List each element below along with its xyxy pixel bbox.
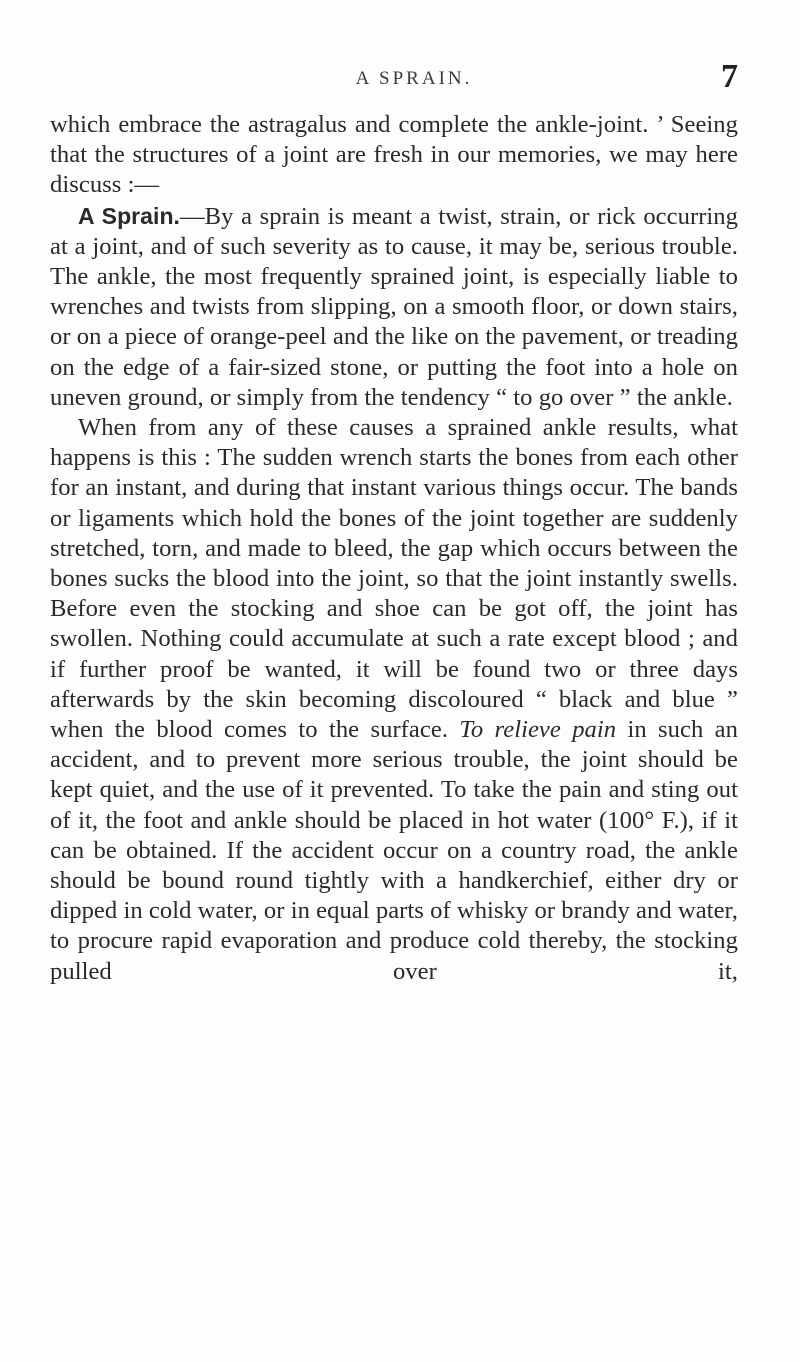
page-body: [50, 110, 738, 987]
page-header: [90, 58, 738, 102]
paragraph-sprain-effects-text: When from any of these causes a sprained ankle results, what happens is this : The sudden wrench starts the bones from each other for an instant, and during that instant various things occur. The bands or ligaments which hold the bones of the joint together are suddenly stretched, torn, and made to bleed, the gap which occurs between the bones sucks the blood into the joint, so that the joint instantly swells. Before even the stocking and shoe can be got off, the joint has swollen. Nothing could accumulate at such a rate except blood ; and if further proof be wanted, it will be found two or three days afterwards by the skin becoming discoloured “ black and blue ” when the blood comes to the surface.: [50, 414, 738, 744]
page-number: 7: [721, 58, 738, 95]
paragraph-sprain-definition-text: —By a sprain is meant a twist, strain, or rick occurring at a joint, and of such severity as to cause, it may be, serious trouble. The ankle, the most frequently sprained joint, is especially liable to wrenches and twists from slipping, on a smooth floor, or down stairs, or on a piece of orange-peel and the like on the pavement, or treading on the edge of a fair-sized stone, or putting the foot into a hole on uneven ground, or simply from the tendency “ to go over ” the ankle.: [50, 202, 739, 411]
italic-phrase-relieve-pain: To relieve pain: [459, 716, 617, 744]
paragraph-sprain-definition: [50, 201, 738, 413]
paragraph-intro: which embrace the astragalus and complete the ankle-joint. ’ Seeing that the structures of a joint are fresh in our memories, we may here discuss :—: [50, 111, 738, 199]
running-head: A SPRAIN.: [355, 68, 473, 89]
paragraph-sprain-treatment-text: in such an accident, and to prevent more serious trouble, the joint should be kept quiet, and the use of it prevented. To take the pain and sting out of it, the foot and ankle should be placed in hot water (100° F.), if it can be obtained. If the accident occur on a country road, the ankle should be bound round tightly with a handkerchief, either dry or dipped in cold water, or in equal parts of whisky or brandy and water, to procure rapid evaporation and produce cold thereby, the stocking pulled over it,: [50, 716, 738, 985]
section-heading-sprain: A Sprain.: [78, 202, 180, 229]
paragraph-sprain-effects: [50, 413, 738, 987]
